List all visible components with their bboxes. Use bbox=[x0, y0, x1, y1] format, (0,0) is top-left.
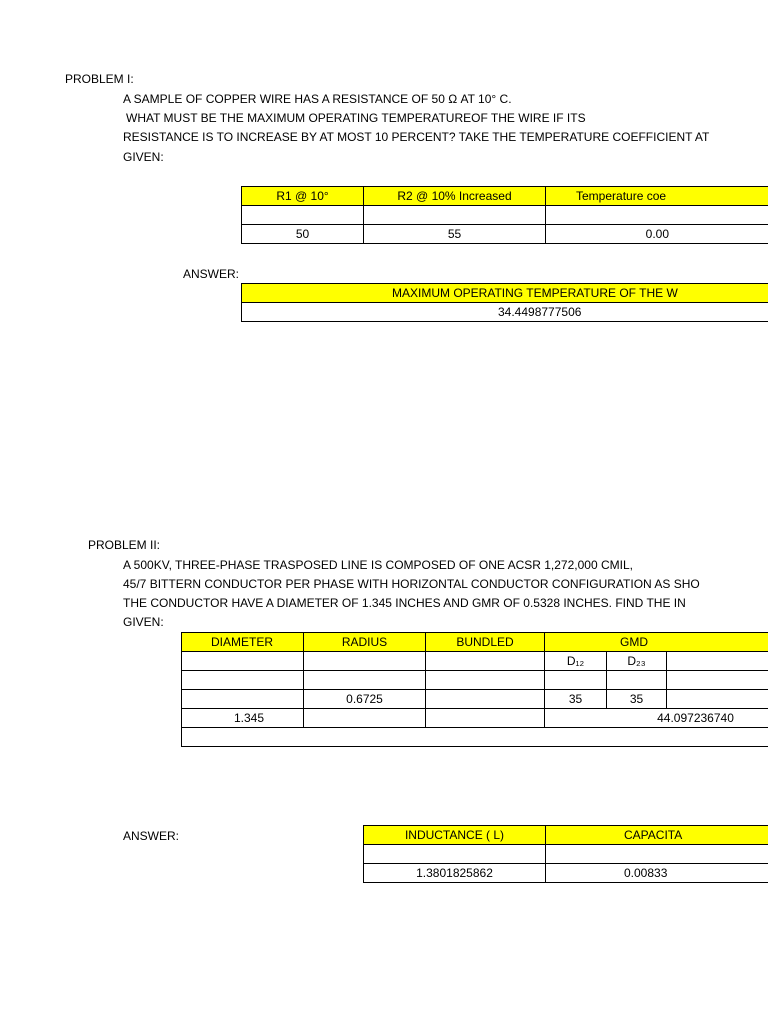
table-row bbox=[364, 845, 768, 864]
problem1-answer-label: ANSWER: bbox=[183, 267, 240, 281]
d23-value: 35 bbox=[607, 690, 667, 709]
table-row bbox=[182, 671, 768, 690]
empty-cell bbox=[546, 845, 768, 864]
empty-cell bbox=[364, 845, 546, 864]
table-header-row bbox=[364, 826, 768, 845]
capacitance-value: 0.00833 bbox=[546, 864, 768, 883]
table-row bbox=[182, 690, 768, 709]
r1-value: 50 bbox=[242, 225, 364, 244]
header-radius: RADIUS bbox=[304, 633, 426, 652]
problem1-line3: RESISTANCE IS TO INCREASE BY AT MOST 10 PERCENT? TAKE THE TEMPERATURE COEFFICIENT AT bbox=[123, 130, 710, 144]
empty-cell bbox=[304, 709, 426, 728]
header-bundled: BUNDLED bbox=[426, 633, 545, 652]
table-row bbox=[242, 225, 768, 244]
diameter-value: 1.345 bbox=[182, 709, 304, 728]
table-row bbox=[242, 303, 768, 322]
table-row bbox=[182, 728, 768, 747]
problem2-given-table-clip bbox=[181, 632, 768, 752]
empty-cell bbox=[607, 671, 667, 690]
table-header-row bbox=[182, 633, 768, 652]
header-inductance: INDUCTANCE ( L) bbox=[364, 826, 546, 845]
header-diameter: DIAMETER bbox=[182, 633, 304, 652]
empty-cell bbox=[545, 671, 607, 690]
header-capacitance: CAPACITA bbox=[546, 826, 768, 845]
problem1-given-table bbox=[241, 186, 768, 244]
empty-cell bbox=[546, 206, 768, 225]
table-row bbox=[364, 864, 768, 883]
problem2-line3: THE CONDUCTOR HAVE A DIAMETER OF 1.345 INCHES AND GMR OF 0.5328 INCHES. FIND THE IN bbox=[123, 596, 686, 610]
gmd-value: 44.097236740 bbox=[545, 709, 768, 728]
problem2-answer-table bbox=[363, 825, 768, 883]
empty-cell bbox=[182, 652, 304, 671]
temp-coef-value: 0.00 bbox=[546, 225, 768, 244]
inductance-value: 1.3801825862 bbox=[364, 864, 546, 883]
problem1-answer-table-clip bbox=[241, 283, 768, 325]
empty-cell bbox=[182, 671, 304, 690]
empty-cell bbox=[304, 671, 426, 690]
problem2-given-label: GIVEN: bbox=[123, 615, 164, 629]
header-temp-coef: Temperature coe bbox=[546, 187, 768, 206]
empty-cell bbox=[426, 709, 545, 728]
problem1-line1: A SAMPLE OF COPPER WIRE HAS A RESISTANCE OF 50 Ω AT 10° C. bbox=[123, 92, 512, 106]
problem2-answer-table-clip bbox=[363, 825, 768, 887]
problem2-title: PROBLEM II: bbox=[88, 538, 161, 552]
empty-cell bbox=[304, 652, 426, 671]
empty-cell bbox=[426, 652, 545, 671]
header-gmd: GMD bbox=[545, 633, 768, 652]
header-r1: R1 @ 10° bbox=[242, 187, 364, 206]
empty-cell bbox=[667, 652, 768, 671]
problem1-line2: WHAT MUST BE THE MAXIMUM OPERATING TEMPERATUREOF THE WIRE IF ITS bbox=[126, 111, 586, 125]
table-header-row bbox=[242, 284, 768, 303]
table-row bbox=[182, 709, 768, 728]
d12-value: 35 bbox=[545, 690, 607, 709]
problem2-line1: A 500KV, THREE-PHASE TRASPOSED LINE IS COMPOSED OF ONE ACSR 1,272,000 CMIL, bbox=[123, 558, 633, 572]
problem2-answer-label: ANSWER: bbox=[123, 829, 180, 843]
empty-cell bbox=[667, 671, 768, 690]
empty-cell bbox=[182, 690, 304, 709]
table-row bbox=[182, 652, 768, 671]
problem2-line2: 45/7 BITTERN CONDUCTOR PER PHASE WITH HORIZONTAL CONDUCTOR CONFIGURATION AS SHO bbox=[123, 577, 700, 591]
problem1-title: PROBLEM I: bbox=[65, 72, 134, 86]
empty-cell bbox=[182, 728, 768, 747]
problem2-given-table bbox=[181, 632, 768, 747]
radius-value: 0.6725 bbox=[304, 690, 426, 709]
max-temp-value: 34.4498777506 bbox=[242, 303, 768, 322]
table-header-row bbox=[242, 187, 768, 206]
problem1-answer-table bbox=[241, 283, 768, 322]
problem1-given-table-clip bbox=[241, 186, 768, 246]
header-max-temp: MAXIMUM OPERATING TEMPERATURE OF THE W bbox=[242, 284, 768, 303]
empty-cell bbox=[242, 206, 364, 225]
r2-value: 55 bbox=[364, 225, 546, 244]
header-r2: R2 @ 10% Increased bbox=[364, 187, 546, 206]
empty-cell bbox=[364, 206, 546, 225]
empty-cell bbox=[426, 690, 545, 709]
empty-cell bbox=[667, 690, 768, 709]
table-row bbox=[242, 206, 768, 225]
d23-label: D₂₃ bbox=[607, 652, 667, 671]
problem1-given-label: GIVEN: bbox=[123, 150, 164, 164]
empty-cell bbox=[426, 671, 545, 690]
d12-label: D₁₂ bbox=[545, 652, 607, 671]
